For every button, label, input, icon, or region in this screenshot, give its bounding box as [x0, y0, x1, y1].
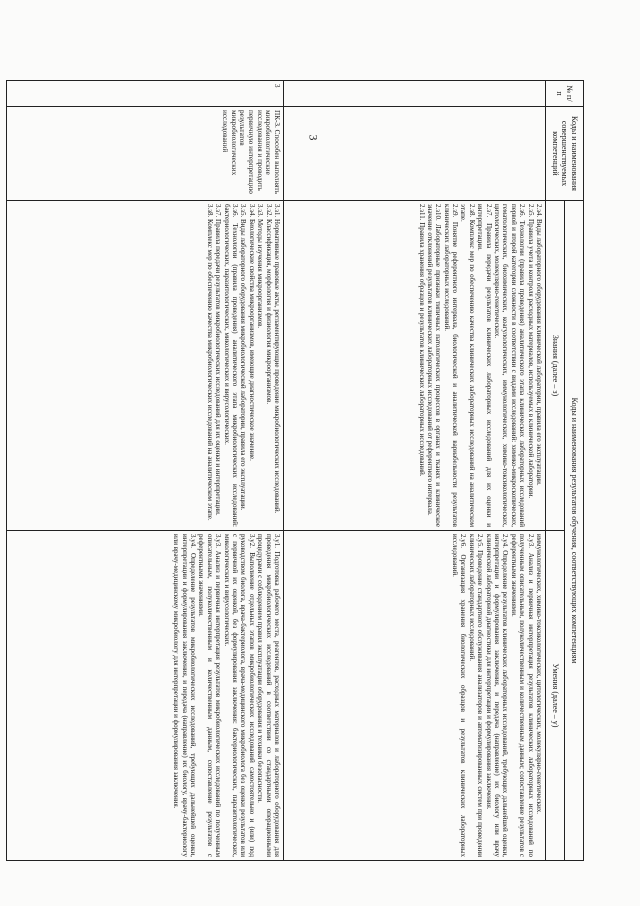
knowledge-item: 2.з5. Правила учета и контроля расходных материалов, используемых в клинической лаборатории. [526, 204, 535, 499]
knowledge-item: 3.з8. Комплекс мер по обеспечению качества микробиологических исследований на аналитическом этапе. [205, 204, 214, 521]
header-results-group: Коды и наименования результатов обучения, соответствующих компетенциям [565, 201, 584, 861]
skills-cell [7, 531, 284, 861]
skill-item: 2.у6. Организация хранения биологических образцов и результатов клинических лабораторных исследований. [451, 534, 468, 858]
knowledge-item: 3.з2. Классификация, морфология и физиология микроорганизмов. [264, 204, 273, 405]
skill-item: 3.у4. Определение результатов микробиологических исследований, требующих дальнейшей оценки, интерпретации и формулирования заключения, и передача (направление) их биологу, врачу-бактериологу или врачу-медицинскому микробиологу для интерпретации и формулирования заключения. [172, 534, 198, 858]
page-number: 3 [306, 134, 321, 141]
knowledge-item: 2.з8. Комплекс мер по обеспечению качества клинических лабораторных исследований на аналитическом этапе. [459, 204, 476, 527]
table-row [7, 81, 284, 861]
skill-item: 2.у3. Анализ и первичная интерпретация результатов клинических лабораторных исследований по полученным описательным, полуколичественным и количественным данным; сопоставление результатов с референтными значениями. [509, 534, 535, 858]
skill-item: 2.у4. Определение результатов клинических лабораторных исследований, требующих дальнейшей оценки, интерпретации и формулирования заключения, и передача (направление) их биологу или врачу клинической лабораторной диагностики для интерпретации и формулирования заключения. [484, 534, 510, 858]
skill-item: 3.у3. Анализ и первичная интерпретация результатов микробиологических исследований по полученным описательным, полуколичественным и количественным данным, сопоставление результатов с референтными значениями. [197, 534, 223, 858]
knowledge-item: 2.з6. Технологии (правила проведения) аналитического этапа клинических лабораторных исследований первой и второй категории сложности в соответствии с видами исследований: химико-микроскопических, гематологических, биохимических, коагулологических, иммунологических, химико-токсикологических, цитологических, молекулярно-генетических. [493, 204, 527, 527]
knowledge-item: 2.з9. Понятие референтного интервала, биологической и аналитической вариабельности результатов клинических лабораторных исследований. [442, 204, 460, 527]
header-num: № п/п [546, 81, 584, 107]
knowledge-item: 3.з1. Нормативные правовые акты, регламентирующие проведение микробиологических исследований. [273, 204, 281, 514]
skill-item: 2.у5. Проведение стандартного обслуживания анализаторов и автоматизированных систем при проведении клинических лабораторных исследований. [467, 534, 485, 858]
knowledge-item: 2.з7. Правила передачи результатов клинических лабораторных исследований для их оценки и интерпретации. [476, 204, 493, 527]
skills-cell [284, 531, 546, 861]
knowledge-cell [284, 201, 546, 531]
knowledge-cell [7, 201, 284, 531]
skill-item: 3.у2. Выполнение отдельных этапов микробиологических исследований самостоятельно и (или) под руководством биолога, врача-бактериолога, врача-медицинского микробиолога без оценки результатов или с первичной их оценкой, без формулирования заключения: бактериологических, паразитологических, микологических и вирусологических. [222, 534, 256, 858]
table-row [284, 81, 546, 861]
knowledge-item: 3.з3. Методы изучения микроорганизмов. [256, 204, 265, 329]
skill-item: 3.у1. Подготовка рабочего места, реагентов, расходных материалов и лабораторного оборудования для проведения микробиологических исследований в соответствии со стандартными операционными процедурами с соблюдением правил эксплуатации оборудования и техники безопасности. [256, 534, 281, 858]
knowledge-item: 3.з6. Технологии (правила проведения) аналитического этапа микробиологических исследований: бактериологических, паразитологических, микологических и вирусологических. [222, 204, 240, 527]
knowledge-item: 3.з4. Биологические свойства микроорганизмов, имеющие диагностическое значение. [247, 204, 256, 461]
competency-code: ПК-3. Способен выполнять микробиологические исследования и проводить первичную интерпретацию результатов микробиологических исследований [7, 107, 284, 201]
knowledge-item: 2.з10. Лабораторные признаки типичных патологических процессов в органах и тканях и клиническое значение отклонений результатов клинических лабораторных исследований от референтного интервала. [425, 204, 443, 527]
header-knowledge: Знания (далее – з) [546, 201, 565, 531]
knowledge-item: 2.з11. Правила хранения образцов и результатов клинических лабораторных исследований. [417, 204, 426, 477]
competency-code [284, 107, 546, 201]
skill-item: иммунологических, химико-токсикологических, цитологических, молекулярно-генетических. [535, 534, 543, 814]
row-number [284, 81, 546, 107]
knowledge-item: 3.з7. Правила передачи результатов микробиологических исследований для их оценки и интерпретации. [214, 204, 223, 516]
header-code: Коды и наименования совершенствуемых компетенций [546, 107, 584, 201]
knowledge-item: 2.з4. Виды лабораторного оборудования клинической лаборатории, правила его эксплуатации. [535, 204, 543, 486]
row-number: 3 [7, 81, 284, 107]
knowledge-item: 3.з5. Виды лабораторного оборудования микробиологической лаборатории, правила его эксплуатации. [239, 204, 248, 511]
competency-table [6, 80, 584, 861]
header-skills: Умения (далее – у) [546, 531, 565, 861]
